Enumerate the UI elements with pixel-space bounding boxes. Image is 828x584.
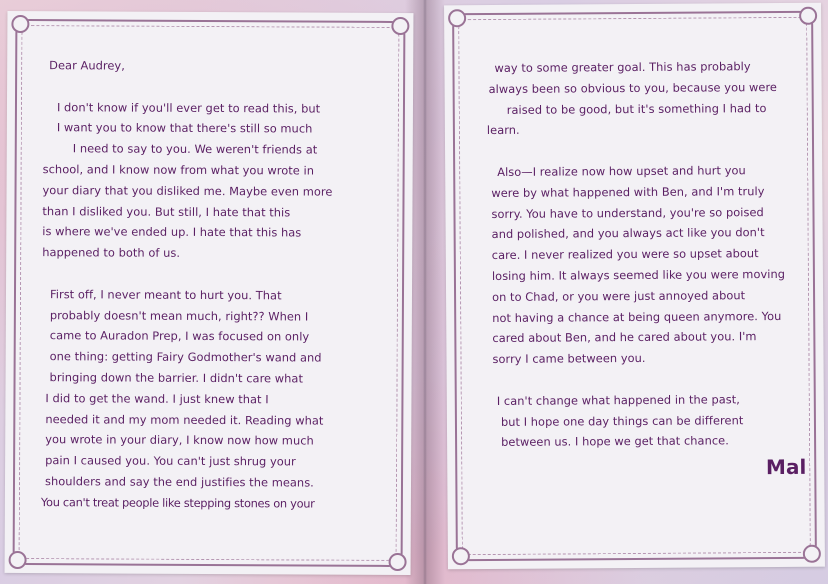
- letter-line: way to some greater goal. This has probably: [494, 59, 751, 75]
- letter-line: I can't change what happened in the past,: [496, 392, 740, 408]
- letter-line: between us. I hope we get that chance.: [501, 433, 729, 450]
- letter-line: I did to get the wand. I just knew that I: [45, 390, 269, 407]
- letter-line: school, and I know now from what you wrote in: [42, 162, 315, 178]
- letter-line: always been so obvious to you, because you were: [488, 79, 778, 96]
- letter-line: were by what happened with Ben, and I'm truly: [491, 183, 765, 200]
- letter-line: raised to be good, but it's something I had to: [506, 100, 767, 117]
- letter-line: one thing: getting Fairy Godmother's wand and: [49, 349, 322, 365]
- letter-line: probably doesn't mean much, right?? When I: [49, 307, 309, 324]
- letter-line: I want you to know that there's still so much: [56, 120, 313, 136]
- letter-line: First off, I never meant to hurt you. That: [49, 286, 282, 303]
- letter-signature: Mal: [765, 454, 807, 480]
- letter-line: is where we've ended up. I hate that this has: [42, 224, 302, 240]
- letter-line: not having a chance at being queen anymore. You: [492, 308, 782, 325]
- swirl-ornament-icon: [389, 553, 407, 571]
- letter-line: you wrote in your diary, I know now how much: [45, 432, 314, 448]
- letter-line: and polished, and you always act like you don't: [491, 225, 765, 242]
- letter-line: sorry I came between you.: [492, 351, 646, 367]
- letter-line: shoulders and say the end justifies the means.: [44, 474, 314, 490]
- left-page-letter-text: [41, 55, 403, 514]
- letter-line: sorry. You have to understand, you're so poised: [491, 204, 764, 221]
- letter-line: on to Chad, or you were just annoyed about: [492, 287, 746, 304]
- left-page: [5, 11, 414, 575]
- letter-line: care. I never realized you were so upset about: [491, 246, 759, 263]
- letter-line: your diary that you disliked me. Maybe even more: [42, 182, 333, 199]
- letter-line: bringing down the barrier. I didn't care what: [49, 370, 304, 386]
- letter-line: learn.: [486, 123, 520, 138]
- right-page: [444, 3, 825, 570]
- letter-line: You can't treat people like stepping stones on your: [40, 494, 315, 511]
- letter-line: happened to both of us.: [42, 245, 181, 261]
- swirl-ornament-icon: [799, 7, 817, 25]
- letter-line: Also—I realize now how upset and hurt you: [497, 163, 746, 179]
- letter-line: losing him. It always seemed like you were moving: [491, 266, 786, 283]
- swirl-ornament-icon: [391, 17, 409, 35]
- right-page-letter-text: [480, 56, 813, 453]
- swirl-ornament-icon: [9, 551, 27, 569]
- letter-line: pain I caused you. You can't just shrug your: [45, 453, 296, 469]
- swirl-ornament-icon: [11, 15, 29, 33]
- swirl-ornament-icon: [452, 547, 470, 565]
- swirl-ornament-icon: [448, 9, 466, 27]
- swirl-ornament-icon: [803, 545, 821, 563]
- letter-line: came to Auradon Prep, I was focused on only: [49, 328, 310, 344]
- letter-line: than I disliked you. But still, I hate that this: [42, 203, 291, 220]
- letter-line: but I hope one day things can be different: [500, 412, 744, 429]
- letter-line: cared about Ben, and he cared about you. I'm: [492, 329, 757, 346]
- letter-greeting: Dear Audrey,: [49, 58, 125, 73]
- letter-line: I don't know if you'll ever get to read this, but: [56, 99, 321, 116]
- letter-line: I need to say to you. We weren't friends at: [72, 141, 318, 157]
- letter-line: needed it and my mom needed it. Reading what: [45, 411, 324, 428]
